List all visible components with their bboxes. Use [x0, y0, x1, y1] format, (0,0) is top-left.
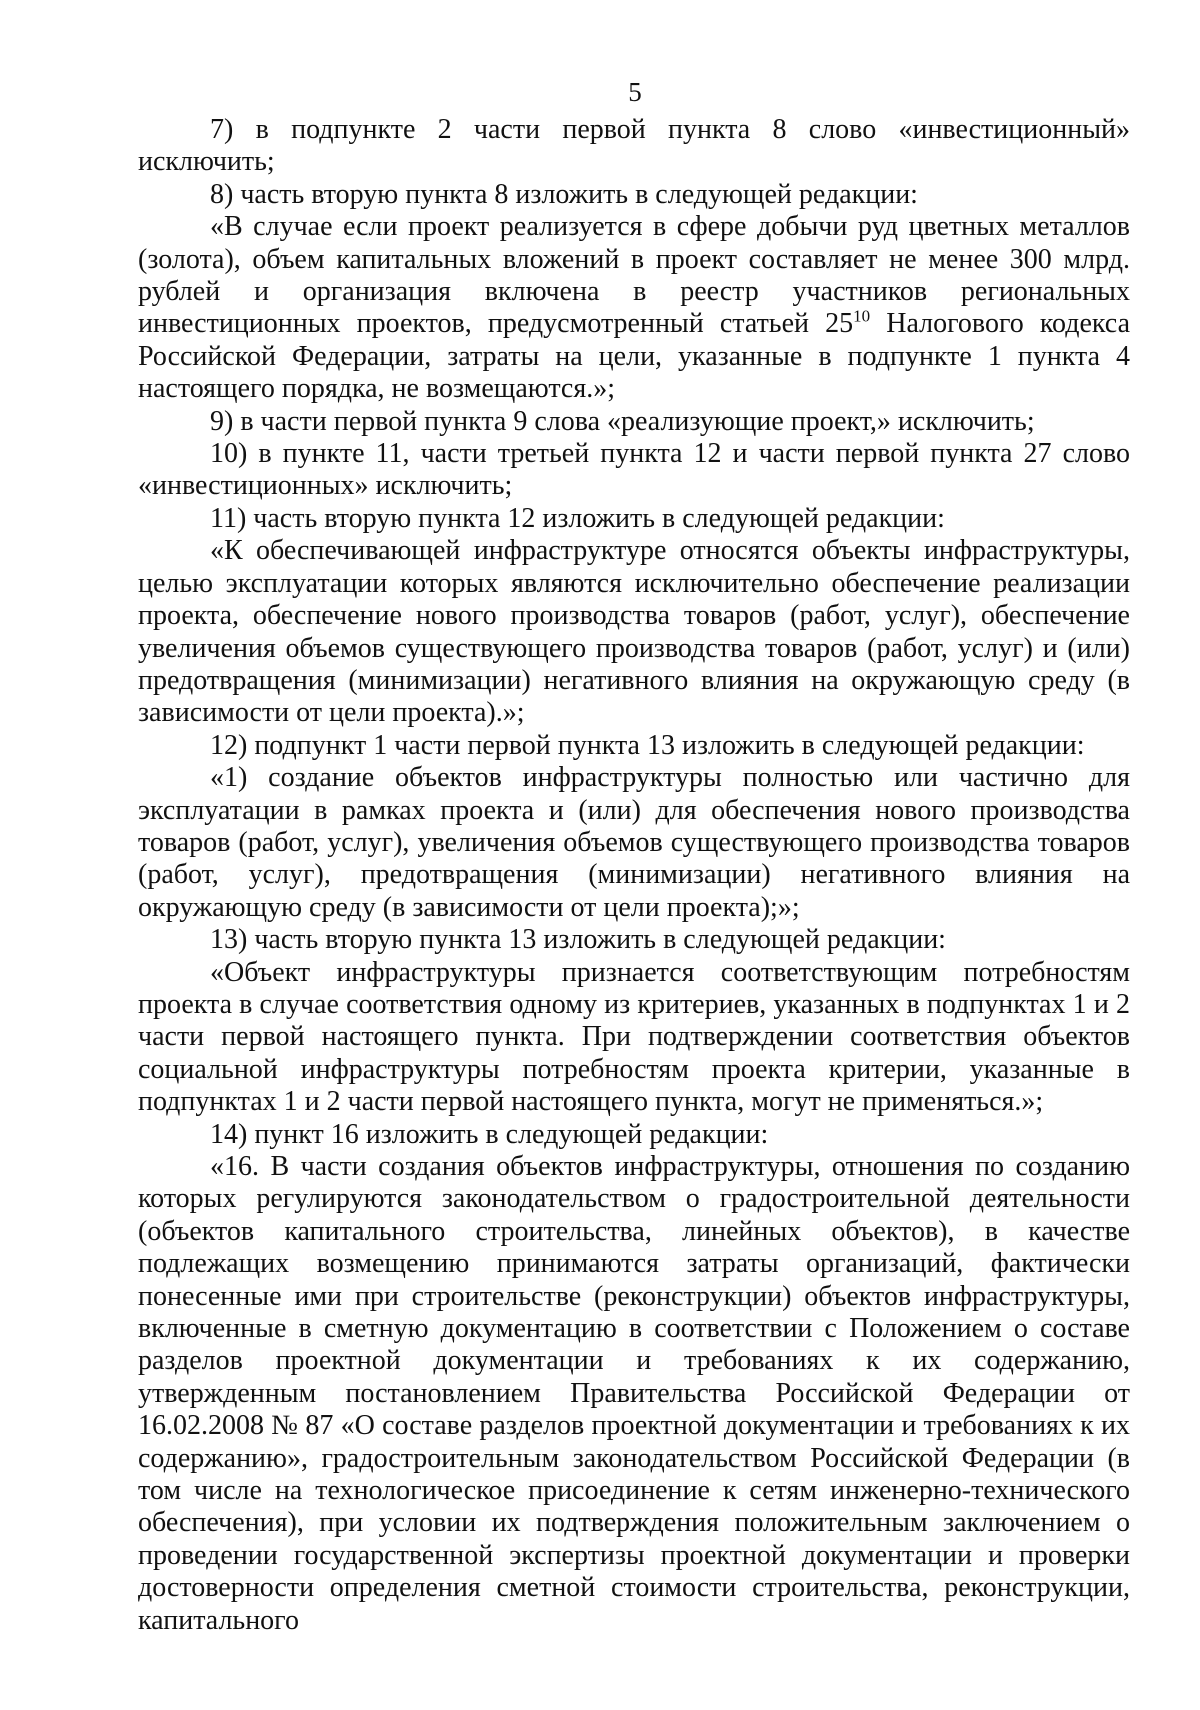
paragraph-11: 11) часть вторую пункта 12 изложить в следующей редакции:	[210, 502, 945, 534]
paragraph-14-quote: «16. В части создания объектов инфраструктуры, отношения по созданию которых регулируются законодательством о градостроительной деятельности (объектов капитального строительства, линейных объектов), в качестве подлежащих возмещению принимаются затраты организаций, фактически понесенные ими при строительстве (реконструкции) объектов инфраструктуры, включенные в сметную документацию в соответствии с Положением о составе разделов проектной документации и требованиях к их содержанию, утвержденным постановлением Правительства Российской Федерации от 16.02.2008 № 87 «О составе разделов проектной документации и требованиях к их содержанию», градостроительным законодательством Российской Федерации (в том числе на технологическое присоединение к сетям инженерно-технического обеспечения), при условии их подтверждения положительным заключением о проведении государственной экспертизы проектной документации и проверки достоверности определения сметной стоимости строительства, реконструкции, капитального	[138, 1151, 1130, 1636]
paragraph-14: 14) пункт 16 изложить в следующей редакции:	[210, 1118, 769, 1150]
paragraph-12: 12) подпункт 1 части первой пункта 13 изложить в следующей редакции:	[210, 729, 1085, 761]
paragraph-7: 7) в подпункте 2 части первой пункта 8 слово «инвестиционный» исключить;	[138, 114, 1130, 178]
paragraph-13-quote: «Объект инфраструктуры признается соответствующим потребностям проекта в случае соответствия одному из критериев, указанных в подпунктах 1 и 2 части первой настоящего пункта. При подтверждении соответствия объектов социальной инфраструктуры потребностям проекта критерии, указанные в подпунктах 1 и 2 части первой настоящего пункта, могут не применяться.»;	[138, 956, 1130, 1118]
paragraph-8-quote-text: «В случае если проект реализуется в сфере добычи руд цветных металлов (золота), объем капитальных вложений в проект составляет не менее 300 млрд. рублей и организация включена в реестр участников региональных инвестиционных проектов, предусмотренный статьей 25	[138, 211, 1130, 340]
paragraph-8: 8) часть вторую пункта 8 изложить в следующей редакции:	[210, 178, 918, 210]
paragraph-10: 10) в пункте 11, части третьей пункта 12 и части первой пункта 27 слово «инвестиционных» исключить;	[138, 438, 1130, 502]
paragraph-12-quote: «1) создание объектов инфраструктуры полностью или частично для эксплуатации в рамках проекта и (или) для обеспечения нового производства товаров (работ, услуг), увеличения объемов существующего производства товаров (работ, услуг), предотвращения (минимизации) негативного влияния на окружающую среду (в зависимости от цели проекта);»;	[138, 762, 1130, 923]
paragraph-8-quote-text-end: Налогового кодекса Российской Федерации, затраты на цели, указанные в подпункте 1 пункта 4 настоящего порядка, не возмещаются.»;	[138, 308, 1131, 405]
document-body	[138, 114, 1130, 1637]
page-number: 5	[628, 77, 642, 107]
superscript-article-number: 10	[853, 307, 871, 327]
paragraph-11-quote: «К обеспечивающей инфраструктуре относятся объекты инфраструктуры, целью эксплуатации которых являются исключительно обеспечение реализации проекта, обеспечение нового производства товаров (работ, услуг), обеспечение увеличения объемов существующего производства товаров (работ, услуг) и (или) предотвращения (минимизации) негативного влияния на окружающую среду (в зависимости от цели проекта).»;	[138, 535, 1130, 729]
paragraph-13: 13) часть вторую пункта 13 изложить в следующей редакции:	[210, 924, 946, 956]
paragraph-9: 9) в части первой пункта 9 слова «реализующие проект,» исключить;	[210, 405, 1035, 437]
paragraph-8-quote	[138, 211, 1130, 405]
